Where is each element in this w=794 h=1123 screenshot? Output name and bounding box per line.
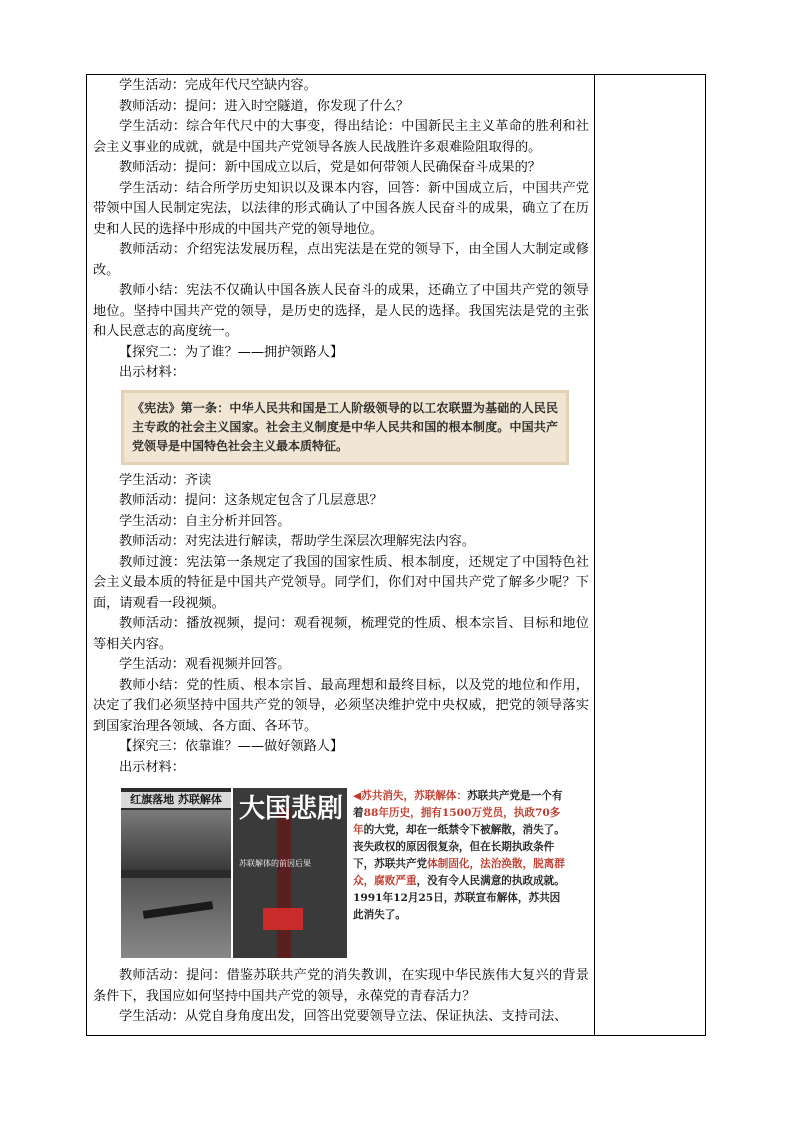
panel-highlight: 88年历史，拥有1500万党员，执政70多年 <box>353 807 561 836</box>
paragraph: 教师活动：提问：进入时空隧道，你发现了什么？ <box>119 98 410 114</box>
red-flag <box>263 908 303 930</box>
paragraph: 教师活动：提问：新中国成立以后，党是如何带领人民确保奋斗成果的？ <box>119 160 541 175</box>
fallen-emblem <box>121 878 231 958</box>
paragraph: 学生活动：齐读 <box>119 472 212 488</box>
cover-subtitle: 苏联解体的前因后果 <box>239 859 311 868</box>
section-heading: 【探究三：依靠谁？——做好领路人】 <box>119 739 344 754</box>
photo-caption: 红旗落地 苏联解体 <box>121 792 231 808</box>
crowd-scene <box>121 810 231 870</box>
paragraph: 教师活动：介绍宪法发展历程，点出宪法是在党的领导下，由全国人大制定或修改。 <box>93 242 589 278</box>
panel-text <box>353 788 569 924</box>
great-power-tragedy-cover <box>233 788 347 958</box>
paragraph: 教师小结：宪法不仅确认中国各族人民奋斗的成果，还确立了中国共产党的领导地位。坚持中国共产党的领导，是历史的选择，是人民的选择。我国宪法是党的主张和人民意志的高度统一。 <box>93 283 589 339</box>
panel-highlight: 体制固化，法治涣散，脱离群众，腐败严重 <box>353 858 565 887</box>
soviet-collapse-text <box>349 788 569 958</box>
kremlin-tower <box>277 808 291 958</box>
red-flag-falls-photo <box>121 788 231 958</box>
column-divider <box>594 74 595 1036</box>
paragraph: 出示材料： <box>119 365 185 380</box>
paragraph: 教师活动：提问：这条规定包含了几层意思？ <box>119 493 383 508</box>
constitution-quote-box <box>121 390 569 465</box>
panel-segment: 苏联共产党是一个有着 <box>353 790 563 819</box>
paragraph: 教师过渡：宪法第一条规定了我国的国家性质、根本制度，还规定了中国特色社会主义最本质的特征是中国共产党领导。同学们，你们对中国共产党了解多少呢？下面，请观看一段视频。 <box>93 554 589 611</box>
paragraph: 教师小结：党的性质、根本宗旨、最高理想和最终目标，以及党的地位和作用，决定了我们必须坚持中国共产党的领导，必须坚决维护党中央权威，把党的领导落实到国家治理各领域、各方面、各环节。 <box>93 677 589 734</box>
panel-heading: ◀苏共消失，苏联解体： <box>353 790 468 802</box>
paragraph: 教师活动：播放视频，提问：观看视频，梳理党的性质、根本宗旨、目标和地位等相关内容。 <box>93 616 589 652</box>
paragraph: 教师活动：提问：借鉴苏联共产党的消失教训，在实现中华民族伟大复兴的背景条件下，我国应如何坚持中国共产党的领导，永葆党的青春活力？ <box>93 968 589 1004</box>
paragraph: 出示材料： <box>119 759 185 775</box>
constitution-quote: 《宪法》第一条：中华人民共和国是工人阶级领导的以工农联盟为基础的人民民主专政的社会主义国家。社会主义制度是中华人民共和国的根本制度。中国共产党领导是中国特色社会主义最本质特征。 <box>132 400 558 453</box>
paragraph: 学生活动：完成年代尺空缺内容。 <box>119 78 317 93</box>
paragraph: 学生活动：结合所学历史知识以及课本内容，回答：新中国成立后，中国共产党带领中国人民制定宪法，以法律的形式确认了中国各族人民奋斗的成果，确立了在历史和人民的选择中形成的中国共产党的领导地位。 <box>93 180 589 237</box>
paragraph: 学生活动：综合年代尺中的大事变，得出结论：中国新民主主义革命的胜利和社会主义事业的成就，就是中国共产党领导各族人民战胜许多艰难险阻取得的。 <box>93 119 589 155</box>
paragraph: 学生活动：观看视频并回答。 <box>119 657 291 672</box>
panel-segment: 的大党，却在一纸禁令下被解散，消失了。丧失政权的原因很复杂，但在长期执政条件下，苏联共产党 <box>353 824 565 870</box>
panel-segment: ，没有令人民满意的执政成就。1991年12月25日，苏联宣布解体，苏共因此消失了。 <box>353 875 565 921</box>
paragraph: 学生活动：自主分析并回答。 <box>119 513 291 529</box>
lesson-content <box>93 76 589 1028</box>
section-heading: 【探究二：为了谁？——拥护领路人】 <box>119 344 344 360</box>
paragraph: 教师活动：对宪法进行解读，帮助学生深层次理解宪法内容。 <box>119 534 476 549</box>
cover-title: 大国悲剧 <box>239 794 344 824</box>
soviet-collapse-material <box>121 788 569 958</box>
paragraph: 学生活动：从党自身角度出发，回答出党要领导立法、保证执法、支持司法、 <box>119 1009 568 1024</box>
